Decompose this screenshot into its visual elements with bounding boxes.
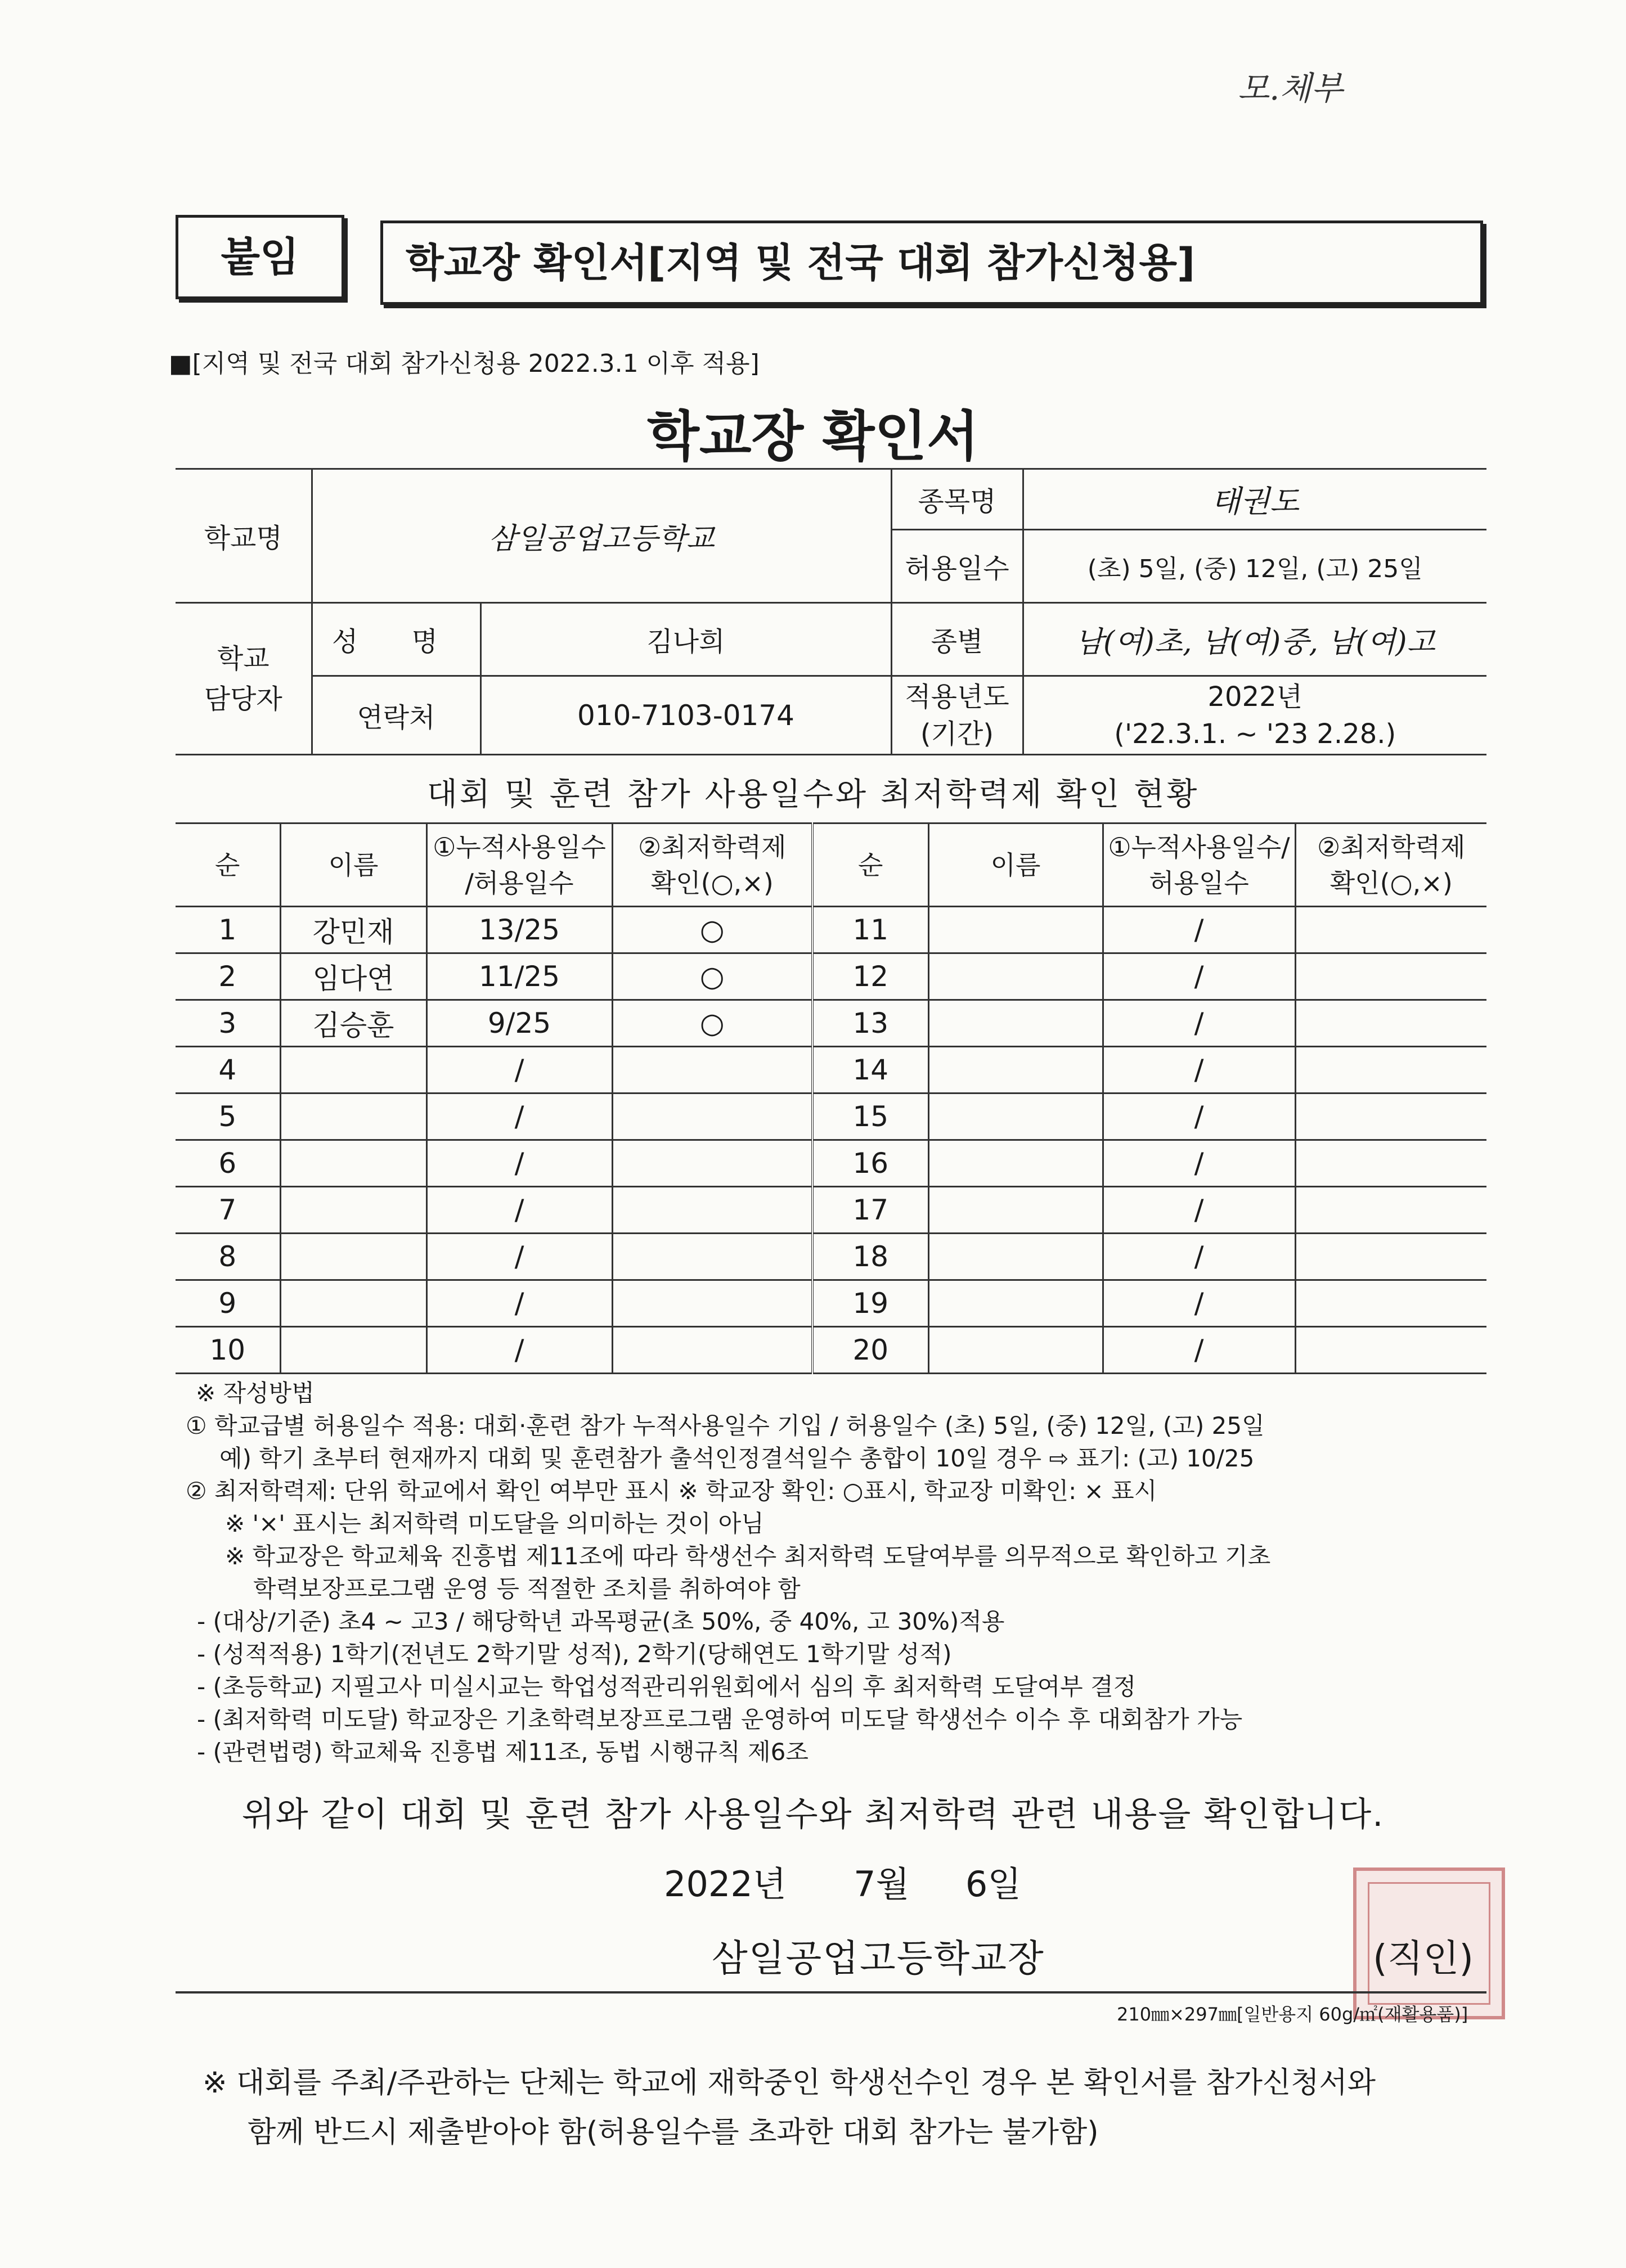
contact-group-label xyxy=(176,603,312,755)
row-seq-right: 11 xyxy=(812,907,928,953)
allowed-days-label: 허용일수 xyxy=(891,530,1023,603)
row-days-right: / xyxy=(1103,1000,1295,1047)
instruction-line: 학력보장프로그램 운영 등 적절한 조치를 취하여야 함 xyxy=(253,1575,801,1603)
handwritten-note: 모.체부 xyxy=(1238,69,1343,107)
table-row xyxy=(176,1000,1486,1047)
row-days-right: / xyxy=(1103,1234,1295,1280)
table-row xyxy=(176,1094,1486,1140)
phone-label: 연락처 xyxy=(312,676,480,755)
row-days: / xyxy=(426,1234,612,1280)
row-name-right xyxy=(928,1000,1103,1047)
row-days-right: / xyxy=(1103,1094,1295,1140)
row-days: 11/25 xyxy=(426,953,612,1000)
name-label: 성 명 xyxy=(312,603,480,676)
row-seq: 8 xyxy=(176,1234,280,1280)
instruction-line: ① 학교급별 허용일수 적용: 대회·훈련 참가 누적사용일수 기입 / 허용일수 (초) 5일, (중) 12일, (고) 25일 xyxy=(186,1412,1265,1439)
sub-note: ■[지역 및 전국 대회 참가신청용 2022.3.1 이후 적용] xyxy=(169,349,760,378)
table-header-row xyxy=(176,824,1486,907)
row-name xyxy=(280,1280,426,1327)
sport-value: 태권도 xyxy=(1023,469,1486,530)
year-value-2: ('22.3.1. ~ '23 2.28.) xyxy=(1114,718,1396,750)
row-seq-right: 12 xyxy=(812,953,928,1000)
row-academic-check xyxy=(612,1234,812,1280)
row-name xyxy=(280,1047,426,1094)
table-row xyxy=(176,1234,1486,1280)
row-seq-right: 19 xyxy=(812,1280,928,1327)
table-row xyxy=(176,1140,1486,1187)
row-days: / xyxy=(426,1140,612,1187)
table-row xyxy=(176,1187,1486,1234)
seal-label: (직인) xyxy=(1373,1937,1474,1980)
row-name xyxy=(280,1140,426,1187)
row-seq: 10 xyxy=(176,1327,280,1374)
principal-name: 삼일공업고등학교장 xyxy=(712,1937,1045,1980)
table-row xyxy=(176,953,1486,1000)
school-name-label: 학교명 xyxy=(176,469,312,603)
attachment-tag xyxy=(176,215,344,299)
sport-label: 종목명 xyxy=(891,469,1023,530)
header-days xyxy=(426,824,612,907)
row-seq-right: 17 xyxy=(812,1187,928,1234)
row-name xyxy=(280,1094,426,1140)
row-days-right: / xyxy=(1103,907,1295,953)
row-name: 김승훈 xyxy=(280,1000,426,1047)
row-seq-right: 13 xyxy=(812,1000,928,1047)
row-academic-check xyxy=(612,1280,812,1327)
instruction-line: ※ 학교장은 학교체육 진흥법 제11조에 따라 학생선수 최저학력 도달여부를 의무적으로 확인하고 기초 xyxy=(225,1542,1271,1570)
row-name: 강민재 xyxy=(280,907,426,953)
row-name-right xyxy=(928,1280,1103,1327)
row-seq-right: 15 xyxy=(812,1094,928,1140)
row-seq: 5 xyxy=(176,1094,280,1140)
header-name: 이름 xyxy=(280,824,426,907)
row-seq: 6 xyxy=(176,1140,280,1187)
category-value: 남(여)초, 남(여)중, 남(여)고 xyxy=(1023,603,1486,676)
row-name xyxy=(280,1187,426,1234)
banner-title: 학교장 확인서[지역 및 전국 대회 참가신청용] xyxy=(406,240,1195,286)
row-seq: 3 xyxy=(176,1000,280,1047)
row-seq: 2 xyxy=(176,953,280,1000)
row-name-right xyxy=(928,1047,1103,1094)
row-academic-check: ○ xyxy=(612,953,812,1000)
section-title: 대회 및 훈련 참가 사용일수와 최저학력제 확인 현황 xyxy=(426,776,1200,813)
row-seq: 9 xyxy=(176,1280,280,1327)
header-academic-right-1: ②최저학력제 xyxy=(1317,831,1466,862)
header-name-right: 이름 xyxy=(928,824,1103,907)
row-name-right xyxy=(928,1140,1103,1187)
header-days-right xyxy=(1103,824,1295,907)
table-row xyxy=(176,907,1486,953)
row-name xyxy=(280,1327,426,1374)
row-academic-check-right xyxy=(1295,1280,1486,1327)
row-academic-check xyxy=(612,1327,812,1374)
header-academic xyxy=(612,824,812,907)
row-academic-check: ○ xyxy=(612,907,812,953)
contact-group-label-1: 학교 xyxy=(217,642,269,674)
banner-title-box xyxy=(380,220,1483,305)
instruction-line: - (성적적용) 1학기(전년도 2학기말 성적), 2학기(당해연도 1학기말 성적) xyxy=(197,1640,952,1668)
usage-table xyxy=(176,822,1486,1374)
row-days-right: / xyxy=(1103,1280,1295,1327)
row-academic-check-right xyxy=(1295,1234,1486,1280)
attachment-tag-label: 붙임 xyxy=(221,233,299,281)
school-name-value: 삼일공업고등학교 xyxy=(312,469,891,603)
row-days-right: / xyxy=(1103,1187,1295,1234)
row-days-right: / xyxy=(1103,1047,1295,1094)
instruction-line: ※ 작성방법 xyxy=(196,1379,315,1407)
date-year: 2022년 xyxy=(664,1864,787,1905)
year-value xyxy=(1023,676,1486,755)
instruction-line: 예) 학기 초부터 현재까지 대회 및 훈련참가 출석인정결석일수 총합이 10일 경우 ⇨ 표기: (고) 10/25 xyxy=(219,1444,1255,1472)
row-days-right: / xyxy=(1103,1327,1295,1374)
row-academic-check-right xyxy=(1295,1094,1486,1140)
header-days-right-1: ①누적사용일수/ xyxy=(1108,831,1290,862)
date-month: 7월 xyxy=(854,1864,910,1905)
header-academic-2: 확인(○,×) xyxy=(650,867,774,898)
header-academic-1: ②최저학력제 xyxy=(638,831,787,862)
row-academic-check-right xyxy=(1295,953,1486,1000)
row-seq-right: 18 xyxy=(812,1234,928,1280)
instruction-line: - (초등학교) 지필고사 미실시교는 학업성적관리위원회에서 심의 후 최저학력 도달여부 결정 xyxy=(197,1673,1137,1700)
row-days: / xyxy=(426,1327,612,1374)
row-days: / xyxy=(426,1047,612,1094)
row-seq: 7 xyxy=(176,1187,280,1234)
row-seq-right: 20 xyxy=(812,1327,928,1374)
row-name-right xyxy=(928,907,1103,953)
allowed-days-value: (초) 5일, (중) 12일, (고) 25일 xyxy=(1023,530,1486,603)
row-name xyxy=(280,1234,426,1280)
instruction-line: - (대상/기준) 초4 ~ 고3 / 해당학년 과목평균(초 50%, 중 40%, 고 30%)적용 xyxy=(197,1608,1005,1635)
row-academic-check-right xyxy=(1295,907,1486,953)
confirm-statement: 위와 같이 대회 및 훈련 참가 사용일수와 최저학력 관련 내용을 확인합니다. xyxy=(241,1795,1385,1834)
instruction-line: ② 최저학력제: 단위 학교에서 확인 여부만 표시 ※ 학교장 확인: ○표시, 학교장 미확인: × 표시 xyxy=(186,1477,1157,1505)
year-value-1: 2022년 xyxy=(1207,681,1303,713)
bottom-rule xyxy=(176,1991,1486,1994)
row-name-right xyxy=(928,1327,1103,1374)
instructions xyxy=(186,1377,1497,1768)
name-value: 김나희 xyxy=(480,603,891,676)
row-days: 13/25 xyxy=(426,907,612,953)
phone-value: 010-7103-0174 xyxy=(480,676,891,755)
row-seq: 4 xyxy=(176,1047,280,1094)
row-seq-right: 14 xyxy=(812,1047,928,1094)
row-academic-check: ○ xyxy=(612,1000,812,1047)
row-days-right: / xyxy=(1103,1140,1295,1187)
footer-note-2: 함께 반드시 제출받아야 함(허용일수를 초과한 대회 참가는 불가함) xyxy=(248,2116,1099,2149)
row-academic-check-right xyxy=(1295,1187,1486,1234)
row-days-right: / xyxy=(1103,953,1295,1000)
year-label-1: 적용년도 xyxy=(905,681,1009,713)
row-academic-check xyxy=(612,1187,812,1234)
row-days: / xyxy=(426,1187,612,1234)
row-name: 임다연 xyxy=(280,953,426,1000)
header-academic-right-2: 확인(○,×) xyxy=(1329,867,1453,898)
contact-group-label-2: 담당자 xyxy=(204,683,282,715)
header-seq: 순 xyxy=(176,824,280,907)
row-name-right xyxy=(928,1187,1103,1234)
row-days: / xyxy=(426,1280,612,1327)
row-days: / xyxy=(426,1094,612,1140)
header-days-right-2: 허용일수 xyxy=(1149,867,1249,898)
table-row xyxy=(176,1047,1486,1094)
date-line xyxy=(664,1856,1021,1906)
row-days: 9/25 xyxy=(426,1000,612,1047)
category-label: 종별 xyxy=(891,603,1023,676)
paper-spec: 210㎜×297㎜[일반용지 60g/㎡(재활용품)] xyxy=(1117,2004,1468,2025)
footer-note-1: ※ 대회를 주최/주관하는 단체는 학교에 재학중인 학생선수인 경우 본 확인서를 참가신청서와 xyxy=(203,2066,1376,2100)
row-name-right xyxy=(928,1234,1103,1280)
header-days-2: /허용일수 xyxy=(465,867,574,898)
row-academic-check-right xyxy=(1295,1047,1486,1094)
table-row xyxy=(176,1327,1486,1374)
header-academic-right xyxy=(1295,824,1486,907)
instruction-line: - (최저학력 미도달) 학교장은 기초학력보장프로그램 운영하여 미도달 학생선수 이수 후 대회참가 가능 xyxy=(197,1706,1243,1733)
row-academic-check xyxy=(612,1047,812,1094)
document-title: 학교장 확인서 xyxy=(647,405,979,468)
row-academic-check xyxy=(612,1094,812,1140)
row-seq: 1 xyxy=(176,907,280,953)
header-days-1: ①누적사용일수 xyxy=(433,831,606,862)
row-academic-check-right xyxy=(1295,1000,1486,1047)
instruction-line: - (관련법령) 학교체육 진흥법 제11조, 동법 시행규칙 제6조 xyxy=(197,1738,808,1766)
table-row xyxy=(176,1280,1486,1327)
row-name-right xyxy=(928,953,1103,1000)
row-seq-right: 16 xyxy=(812,1140,928,1187)
info-table xyxy=(176,468,1486,755)
row-academic-check xyxy=(612,1140,812,1187)
row-name-right xyxy=(928,1094,1103,1140)
year-label-2: (기간) xyxy=(920,718,994,750)
row-academic-check-right xyxy=(1295,1327,1486,1374)
date-day: 6일 xyxy=(965,1864,1022,1905)
year-label xyxy=(891,676,1023,755)
row-academic-check-right xyxy=(1295,1140,1486,1187)
instruction-line: ※ '×' 표시는 최저학력 미도달을 의미하는 것이 아님 xyxy=(225,1510,764,1537)
header-seq-right: 순 xyxy=(812,824,928,907)
